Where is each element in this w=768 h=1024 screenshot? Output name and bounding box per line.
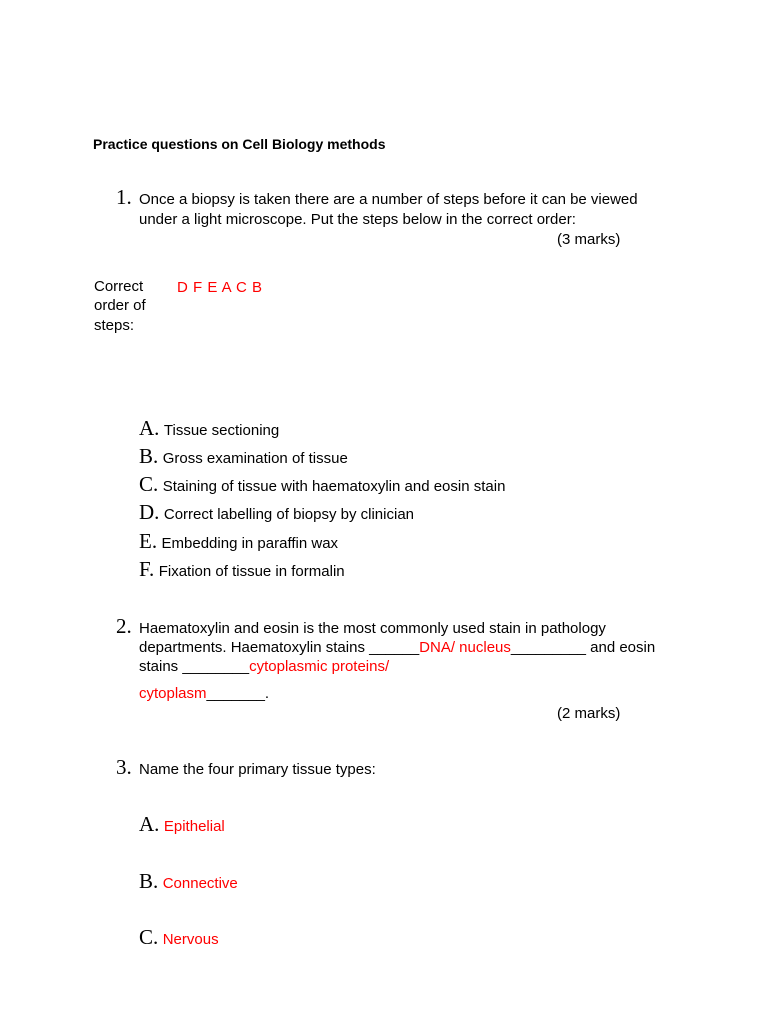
option-letter: F. bbox=[139, 557, 155, 581]
page-title: Practice questions on Cell Biology methods bbox=[93, 136, 386, 152]
option-e bbox=[139, 529, 338, 554]
question-2-answer-2: cytoplasmic proteins/ bbox=[249, 658, 390, 675]
option-f bbox=[139, 557, 345, 582]
question-1-answer: D F E A C B bbox=[177, 279, 263, 296]
answer-letter: A. bbox=[139, 812, 160, 836]
option-letter: D. bbox=[139, 500, 160, 524]
question-2-text: stains ________ bbox=[139, 658, 250, 675]
question-2-line-4 bbox=[139, 684, 269, 704]
question-3-text: Name the four primary tissue types: bbox=[139, 761, 376, 778]
question-1-marks: (3 marks) bbox=[557, 231, 621, 248]
option-d bbox=[139, 500, 414, 525]
question-2-text: departments. Haematoxylin stains ______ bbox=[139, 639, 420, 656]
option-letter: C. bbox=[139, 472, 159, 496]
answer-c bbox=[139, 925, 219, 950]
question-2-text: _______. bbox=[206, 685, 270, 702]
answer-text: Nervous bbox=[162, 931, 219, 948]
question-number-2: 2. bbox=[116, 614, 132, 638]
option-text: Correct labelling of biopsy by clinician bbox=[163, 506, 414, 523]
answer-text: Connective bbox=[162, 875, 238, 892]
answer-text: Epithelial bbox=[163, 818, 225, 835]
question-number-3: 3. bbox=[116, 755, 132, 779]
answer-label-line-3: steps: bbox=[94, 317, 135, 334]
question-2-answer-1: DNA/ nucleus bbox=[419, 639, 511, 656]
option-a bbox=[139, 416, 279, 441]
option-text: Staining of tissue with haematoxylin and eosin stain bbox=[162, 478, 506, 495]
option-text: Tissue sectioning bbox=[163, 422, 280, 439]
option-b bbox=[139, 444, 348, 469]
option-text: Gross examination of tissue bbox=[162, 450, 348, 467]
question-2-line-3 bbox=[139, 657, 389, 677]
question-number-1: 1. bbox=[116, 185, 132, 209]
answer-a bbox=[139, 812, 225, 837]
option-letter: E. bbox=[139, 529, 158, 553]
option-letter: B. bbox=[139, 444, 159, 468]
question-2-line-2 bbox=[139, 638, 655, 658]
question-2-text: _________ and eosin bbox=[510, 639, 656, 656]
question-1-line-2: under a light microscope. Put the steps below in the correct order: bbox=[139, 211, 576, 228]
option-letter: A. bbox=[139, 416, 160, 440]
answer-label-line-2: order of bbox=[94, 297, 146, 314]
option-text: Fixation of tissue in formalin bbox=[158, 563, 345, 580]
answer-label-line-1: Correct bbox=[94, 278, 144, 295]
question-2-answer-2-cont: cytoplasm bbox=[139, 685, 207, 702]
question-2-line-1: Haematoxylin and eosin is the most commonly used stain in pathology bbox=[139, 620, 606, 637]
question-2-marks: (2 marks) bbox=[557, 705, 621, 722]
answer-letter: B. bbox=[139, 869, 159, 893]
option-text: Embedding in paraffin wax bbox=[161, 535, 339, 552]
option-c bbox=[139, 472, 505, 497]
question-1-line-1: Once a biopsy is taken there are a number of steps before it can be viewed bbox=[139, 191, 638, 208]
answer-b bbox=[139, 869, 238, 894]
answer-letter: C. bbox=[139, 925, 159, 949]
